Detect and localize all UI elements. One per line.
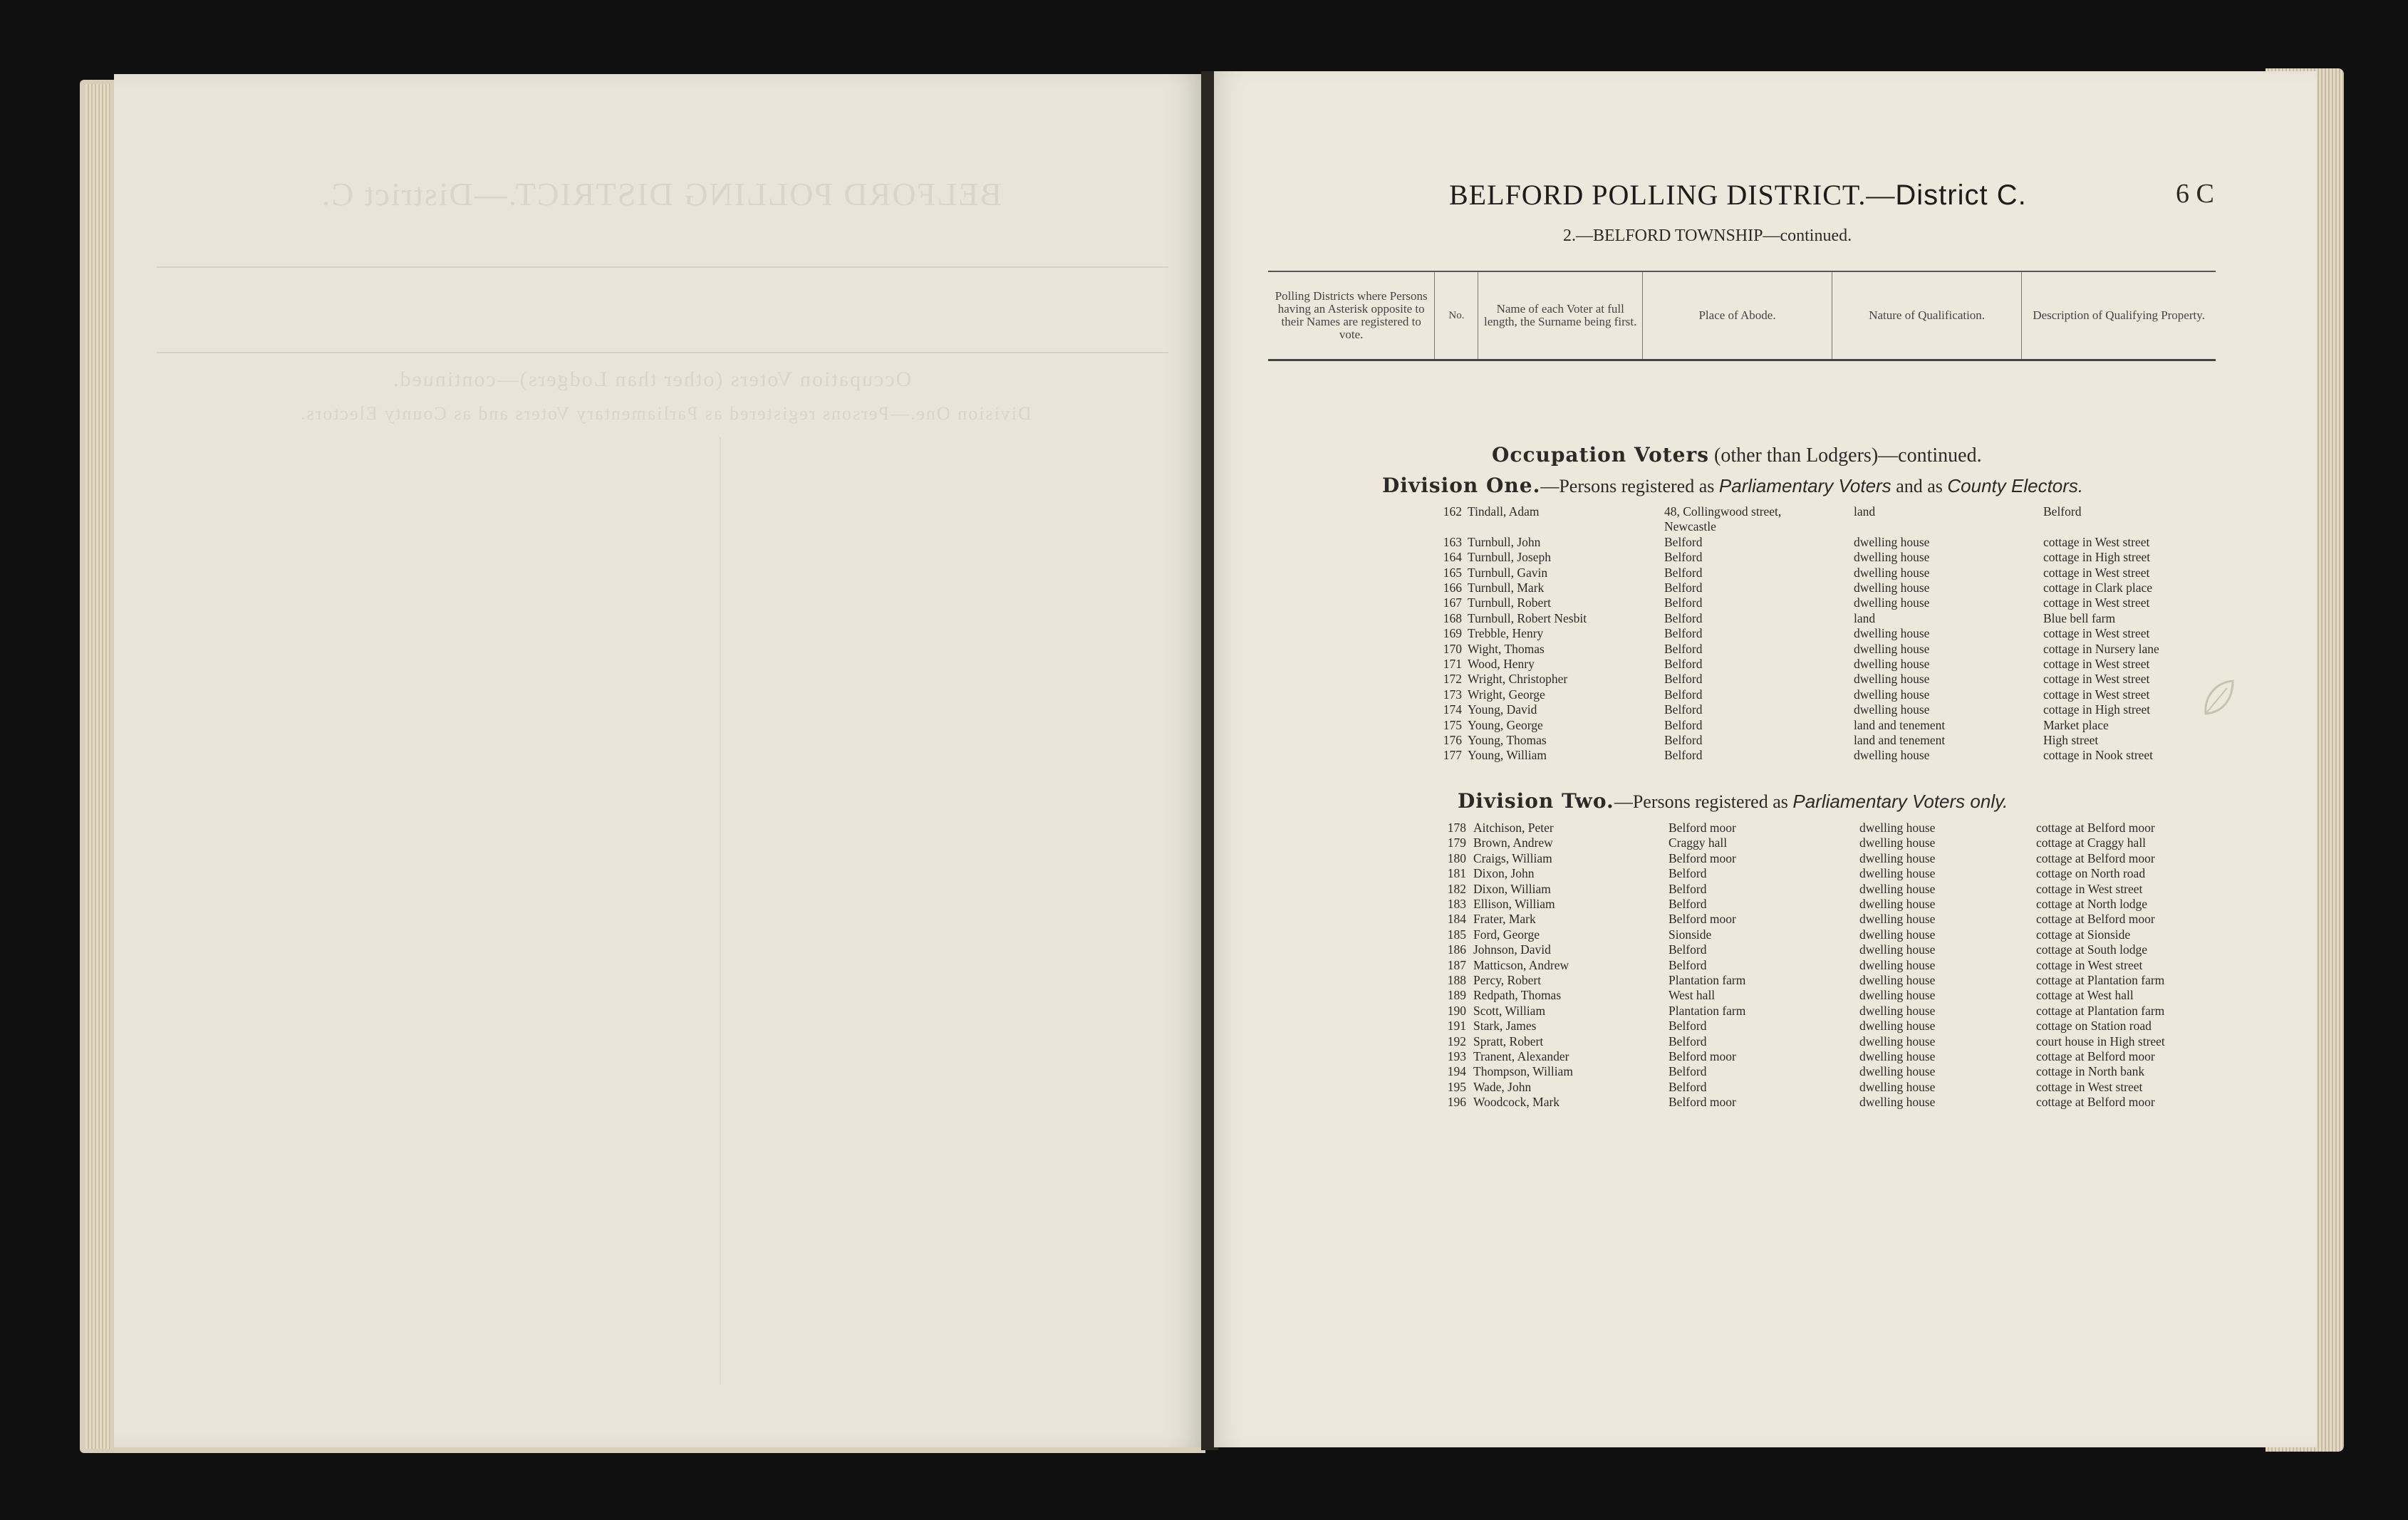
voter-number: 177 (1443, 748, 1462, 763)
nature-of-qualification: land (1854, 504, 1876, 519)
voter-row (1214, 581, 2317, 596)
qualifying-property: cottage in North bank (2036, 1064, 2145, 1079)
place-of-abode: Belford (1664, 641, 1703, 656)
nature-of-qualification: dwelling house (1854, 641, 1930, 656)
voter-name: Scott, William (1473, 1003, 1546, 1018)
voter-number: 188 (1447, 973, 1466, 987)
nature-of-qualification: dwelling house (1859, 850, 1936, 865)
voter-name: Turnbull, Robert (1468, 595, 1552, 610)
voter-row (1214, 1049, 2317, 1065)
place-of-abode: Plantation farm (1669, 1003, 1746, 1018)
bleed-through-column (720, 437, 721, 1385)
qualifying-property: cottage at Belford moor (2036, 1049, 2155, 1063)
voter-name: Percy, Robert (1473, 973, 1542, 987)
leaf-watermark-icon (2201, 678, 2236, 718)
voter-number: 162 (1443, 504, 1462, 519)
qualifying-property: cottage at Plantation farm (2036, 1003, 2165, 1018)
voter-name: Tindall, Adam (1468, 504, 1540, 519)
voter-row (1214, 912, 2317, 927)
voter-number: 163 (1443, 534, 1462, 549)
voter-name: Aitchison, Peter (1473, 821, 1554, 835)
voter-row (1214, 1095, 2317, 1110)
page-number: 6 C (2176, 179, 2214, 209)
voter-name: Ellison, William (1473, 897, 1555, 911)
voter-row (1214, 550, 2317, 566)
voter-number: 182 (1447, 881, 1466, 896)
col-header-property: Description of Qualifying Property. (2033, 308, 2205, 322)
voter-name: Young, George (1468, 717, 1543, 732)
voter-number: 181 (1447, 866, 1466, 881)
place-of-abode: Belford (1664, 687, 1703, 702)
voter-name: Brown, Andrew (1473, 836, 1553, 850)
voter-name: Frater, Mark (1473, 912, 1536, 927)
place-of-abode: Belford (1669, 866, 1707, 881)
voter-row (1214, 1080, 2317, 1095)
voter-number: 167 (1443, 595, 1462, 610)
voter-row (1214, 535, 2317, 551)
col-header-polling-districts: Polling Districts where Persons having an Asterisk opposite to their Names are registered to vote. (1268, 272, 1435, 359)
nature-of-qualification: dwelling house (1854, 581, 1930, 595)
voter-name: Tranent, Alexander (1473, 1049, 1569, 1063)
place-of-abode: Belford (1669, 1079, 1707, 1094)
nature-of-qualification: dwelling house (1859, 927, 1936, 942)
nature-of-qualification: dwelling house (1859, 1095, 1936, 1110)
voter-name: Turnbull, John (1468, 534, 1541, 549)
qualifying-property: cottage in West street (2043, 595, 2150, 610)
voter-row (1214, 566, 2317, 581)
voter-number: 164 (1443, 550, 1462, 565)
place-of-abode: Belford (1669, 1034, 1707, 1048)
qualifying-property: cottage in Clark place (2043, 581, 2153, 595)
nature-of-qualification: land and tenement (1854, 733, 1946, 747)
qualifying-property: cottage in High street (2043, 702, 2151, 717)
qualifying-property: cottage at Craggy hall (2036, 836, 2147, 850)
place-of-abode: Belford (1664, 534, 1703, 549)
place-of-abode: Belford (1669, 897, 1707, 911)
voter-number: 187 (1447, 957, 1466, 972)
nature-of-qualification: dwelling house (1859, 866, 1936, 881)
qualifying-property: cottage in Nursery lane (2043, 641, 2159, 656)
nature-of-qualification: dwelling house (1859, 912, 1936, 927)
place-of-abode: Sionside (1669, 927, 1712, 942)
voter-row (1214, 1064, 2317, 1080)
voter-number: 189 (1447, 988, 1466, 1003)
qualifying-property: Market place (2043, 717, 2109, 732)
voter-number: 166 (1443, 581, 1462, 595)
nature-of-qualification: dwelling house (1859, 881, 1936, 896)
bleed-through-rule-2 (157, 352, 1168, 353)
qualifying-property: cottage in West street (2043, 687, 2150, 702)
qualifying-property: cottage in West street (2043, 565, 2150, 580)
voter-name: Dixon, John (1473, 866, 1535, 881)
qualifying-property: cottage in West street (2036, 1079, 2143, 1094)
voter-number: 170 (1443, 641, 1462, 656)
voter-number: 186 (1447, 942, 1466, 957)
voter-name: Turnbull, Gavin (1468, 565, 1548, 580)
voter-name: Young, David (1468, 702, 1537, 717)
voter-row (1214, 672, 2317, 687)
nature-of-qualification: dwelling house (1854, 595, 1930, 610)
place-of-abode: West hall (1669, 988, 1716, 1003)
voter-number: 171 (1443, 657, 1462, 671)
voter-row (1214, 504, 2317, 520)
voter-row (1214, 702, 2317, 718)
section-title: Occupation Voters (other than Lodgers)—continued. (1492, 443, 1982, 467)
voter-number: 175 (1443, 717, 1462, 732)
voter-row (1214, 657, 2317, 672)
voter-row (1214, 687, 2317, 703)
voter-row (1214, 866, 2317, 882)
voter-number: 169 (1443, 626, 1462, 641)
voter-name: Turnbull, Robert Nesbit (1468, 610, 1587, 625)
qualifying-property: cottage at Sionside (2036, 927, 2131, 942)
qualifying-property: cottage at North lodge (2036, 897, 2147, 911)
voter-number: 196 (1447, 1095, 1466, 1110)
voter-row (1214, 836, 2317, 851)
qualifying-property: cottage in High street (2043, 550, 2151, 565)
bleed-through-title: BELFORD POLLING DISTRICT.—District C. (321, 176, 1002, 212)
place-of-abode: Belford (1664, 672, 1703, 687)
col-header-name: Name of each Voter at full length, the Surname being first. (1478, 272, 1643, 359)
voter-name: Wight, Thomas (1468, 641, 1545, 656)
bleed-through-section: Occupation Voters (other than Lodgers)—continued. (392, 368, 912, 391)
voter-name: Matticson, Andrew (1473, 957, 1569, 972)
qualifying-property: cottage on North road (2036, 866, 2146, 881)
voter-name: Trebble, Henry (1468, 626, 1544, 641)
voter-name: Wood, Henry (1468, 657, 1535, 671)
voter-row (1214, 611, 2317, 627)
voter-number: 194 (1447, 1064, 1466, 1079)
voter-row (1214, 642, 2317, 657)
voter-row (1214, 718, 2317, 734)
nature-of-qualification: dwelling house (1854, 657, 1930, 671)
column-header-row (1268, 271, 2216, 361)
voter-name: Young, William (1468, 748, 1547, 763)
voter-row (1214, 519, 2317, 535)
voter-name: Turnbull, Joseph (1468, 550, 1552, 565)
place-of-abode: Belford (1664, 748, 1703, 763)
voter-name: Turnbull, Mark (1468, 581, 1545, 595)
voter-name: Wright, Christopher (1468, 672, 1568, 687)
nature-of-qualification: land (1854, 610, 1876, 625)
voter-row (1214, 882, 2317, 897)
qualifying-property: Belford (2043, 504, 2082, 519)
voter-number: 190 (1447, 1003, 1466, 1018)
place-of-abode: Plantation farm (1669, 973, 1746, 987)
voter-name: Stark, James (1473, 1019, 1537, 1034)
qualifying-property: cottage at Belford moor (2036, 1095, 2155, 1110)
district-label: District C. (1895, 179, 2027, 211)
qualifying-property: cottage at West hall (2036, 988, 2134, 1003)
nature-of-qualification: dwelling house (1859, 1034, 1936, 1048)
voter-row (1214, 988, 2317, 1004)
qualifying-property: cottage in West street (2036, 957, 2143, 972)
voter-row (1214, 851, 2317, 867)
voter-number: 174 (1443, 702, 1462, 717)
place-of-abode: Belford (1664, 610, 1703, 625)
voter-number: 178 (1447, 821, 1466, 835)
place-of-abode: Belford moor (1669, 850, 1736, 865)
voter-row (1214, 748, 2317, 764)
place-of-abode: Belford (1664, 657, 1703, 671)
voter-name: Johnson, David (1473, 942, 1551, 957)
voter-row (1214, 821, 2317, 836)
left-page (114, 74, 1201, 1447)
place-of-abode: Belford (1669, 1064, 1707, 1079)
bleed-through-division: Division One.—Persons registered as Parliamentary Voters and as County Electors. (299, 403, 1032, 424)
place-of-abode: Belford (1664, 717, 1703, 732)
qualifying-property: cottage in West street (2036, 881, 2143, 896)
qualifying-property: cottage in Nook street (2043, 748, 2154, 763)
nature-of-qualification: dwelling house (1859, 836, 1936, 850)
voter-number: 184 (1447, 912, 1466, 927)
nature-of-qualification: dwelling house (1854, 550, 1930, 565)
voter-number: 173 (1443, 687, 1462, 702)
nature-of-qualification: dwelling house (1859, 1064, 1936, 1079)
col-header-number: No. (1435, 272, 1478, 359)
place-of-abode: Belford (1664, 581, 1703, 595)
nature-of-qualification: land and tenement (1854, 717, 1946, 732)
voter-number: 168 (1443, 610, 1462, 625)
voter-name: Redpath, Thomas (1473, 988, 1562, 1003)
voter-row (1214, 1004, 2317, 1019)
page-subtitle: 2.—BELFORD TOWNSHIP—continued. (1563, 227, 1852, 245)
voter-row (1214, 897, 2317, 912)
qualifying-property: cottage at Belford moor (2036, 850, 2155, 865)
voter-row (1214, 942, 2317, 958)
voter-name: Ford, George (1473, 927, 1540, 942)
voter-row (1214, 1034, 2317, 1050)
voter-number: 193 (1447, 1049, 1466, 1063)
place-of-abode: Belford (1664, 550, 1703, 565)
nature-of-qualification: dwelling house (1859, 897, 1936, 911)
qualifying-property: Blue bell farm (2043, 610, 2116, 625)
voter-row (1214, 733, 2317, 749)
voter-number: 185 (1447, 927, 1466, 942)
nature-of-qualification: dwelling house (1854, 687, 1930, 702)
nature-of-qualification: dwelling house (1859, 1079, 1936, 1094)
voter-name: Woodcock, Mark (1473, 1095, 1560, 1110)
qualifying-property: cottage in West street (2043, 672, 2150, 687)
voter-number: 180 (1447, 850, 1466, 865)
division-one-heading: Division One.—Persons registered as Parliamentary Voters and as County Electors. (1382, 474, 2084, 497)
voter-number: 165 (1443, 565, 1462, 580)
nature-of-qualification: dwelling house (1859, 942, 1936, 957)
place-of-abode: Belford (1669, 1019, 1707, 1034)
qualifying-property: cottage in West street (2043, 626, 2150, 641)
place-of-abode: Belford (1664, 626, 1703, 641)
voter-name: Craigs, William (1473, 850, 1552, 865)
place-of-abode: Belford moor (1669, 1095, 1736, 1110)
nature-of-qualification: dwelling house (1859, 988, 1936, 1003)
place-of-abode: Belford (1664, 565, 1703, 580)
nature-of-qualification: dwelling house (1859, 1003, 1936, 1018)
qualifying-property: cottage at Plantation farm (2036, 973, 2165, 987)
voter-number: 176 (1443, 733, 1462, 747)
qualifying-property: cottage at South lodge (2036, 942, 2148, 957)
voter-row (1214, 626, 2317, 642)
place-of-abode: Belford (1664, 595, 1703, 610)
nature-of-qualification: dwelling house (1859, 1049, 1936, 1063)
qualifying-property: cottage at Belford moor (2036, 912, 2155, 927)
place-of-abode: Belford (1664, 733, 1703, 747)
voter-number: 172 (1443, 672, 1462, 687)
col-header-qualification: Nature of Qualification. (1832, 272, 2022, 359)
qualifying-property: cottage in West street (2043, 657, 2150, 671)
place-of-abode: Belford (1669, 881, 1707, 896)
voter-row (1214, 958, 2317, 974)
voter-number: 192 (1447, 1034, 1466, 1048)
voter-name: Dixon, William (1473, 881, 1551, 896)
nature-of-qualification: dwelling house (1854, 534, 1930, 549)
bleed-through-rule (157, 266, 1168, 268)
nature-of-qualification: dwelling house (1854, 626, 1930, 641)
place-of-abode: Newcastle (1664, 519, 1716, 534)
voter-row (1214, 1019, 2317, 1034)
voter-name: Wade, John (1473, 1079, 1532, 1094)
place-of-abode: Belford moor (1669, 912, 1736, 927)
col-header-abode: Place of Abode. (1643, 272, 1832, 359)
nature-of-qualification: dwelling house (1859, 973, 1936, 987)
place-of-abode: Belford moor (1669, 821, 1736, 835)
division-two-heading: Division Two.—Persons registered as Parliamentary Voters only. (1458, 789, 2008, 813)
qualifying-property: High street (2043, 733, 2099, 747)
voter-row (1214, 927, 2317, 943)
nature-of-qualification: dwelling house (1859, 957, 1936, 972)
qualifying-property: cottage at Belford moor (2036, 821, 2155, 835)
voter-name: Young, Thomas (1468, 733, 1547, 747)
voter-name: Spratt, Robert (1473, 1034, 1544, 1048)
voter-row (1214, 973, 2317, 989)
voter-row (1214, 595, 2317, 611)
qualifying-property: cottage on Station road (2036, 1019, 2152, 1034)
voter-number: 195 (1447, 1079, 1466, 1094)
voter-name: Thompson, William (1473, 1064, 1573, 1079)
voter-number: 179 (1447, 836, 1466, 850)
place-of-abode: 48, Collingwood street, (1664, 504, 1782, 519)
nature-of-qualification: dwelling house (1859, 821, 1936, 835)
nature-of-qualification: dwelling house (1854, 672, 1930, 687)
place-of-abode: Belford (1669, 957, 1707, 972)
place-of-abode: Craggy hall (1669, 836, 1728, 850)
nature-of-qualification: dwelling house (1854, 702, 1930, 717)
place-of-abode: Belford (1664, 702, 1703, 717)
qualifying-property: court house in High street (2036, 1034, 2165, 1048)
voter-number: 191 (1447, 1019, 1466, 1034)
nature-of-qualification: dwelling house (1854, 748, 1930, 763)
place-of-abode: Belford moor (1669, 1049, 1736, 1063)
voter-name: Wright, George (1468, 687, 1545, 702)
nature-of-qualification: dwelling house (1859, 1019, 1936, 1034)
voter-number: 183 (1447, 897, 1466, 911)
place-of-abode: Belford (1669, 942, 1707, 957)
right-page (1214, 71, 2317, 1447)
page-title: BELFORD POLLING DISTRICT.—District C. (1449, 179, 2027, 211)
nature-of-qualification: dwelling house (1854, 565, 1930, 580)
qualifying-property: cottage in West street (2043, 534, 2150, 549)
